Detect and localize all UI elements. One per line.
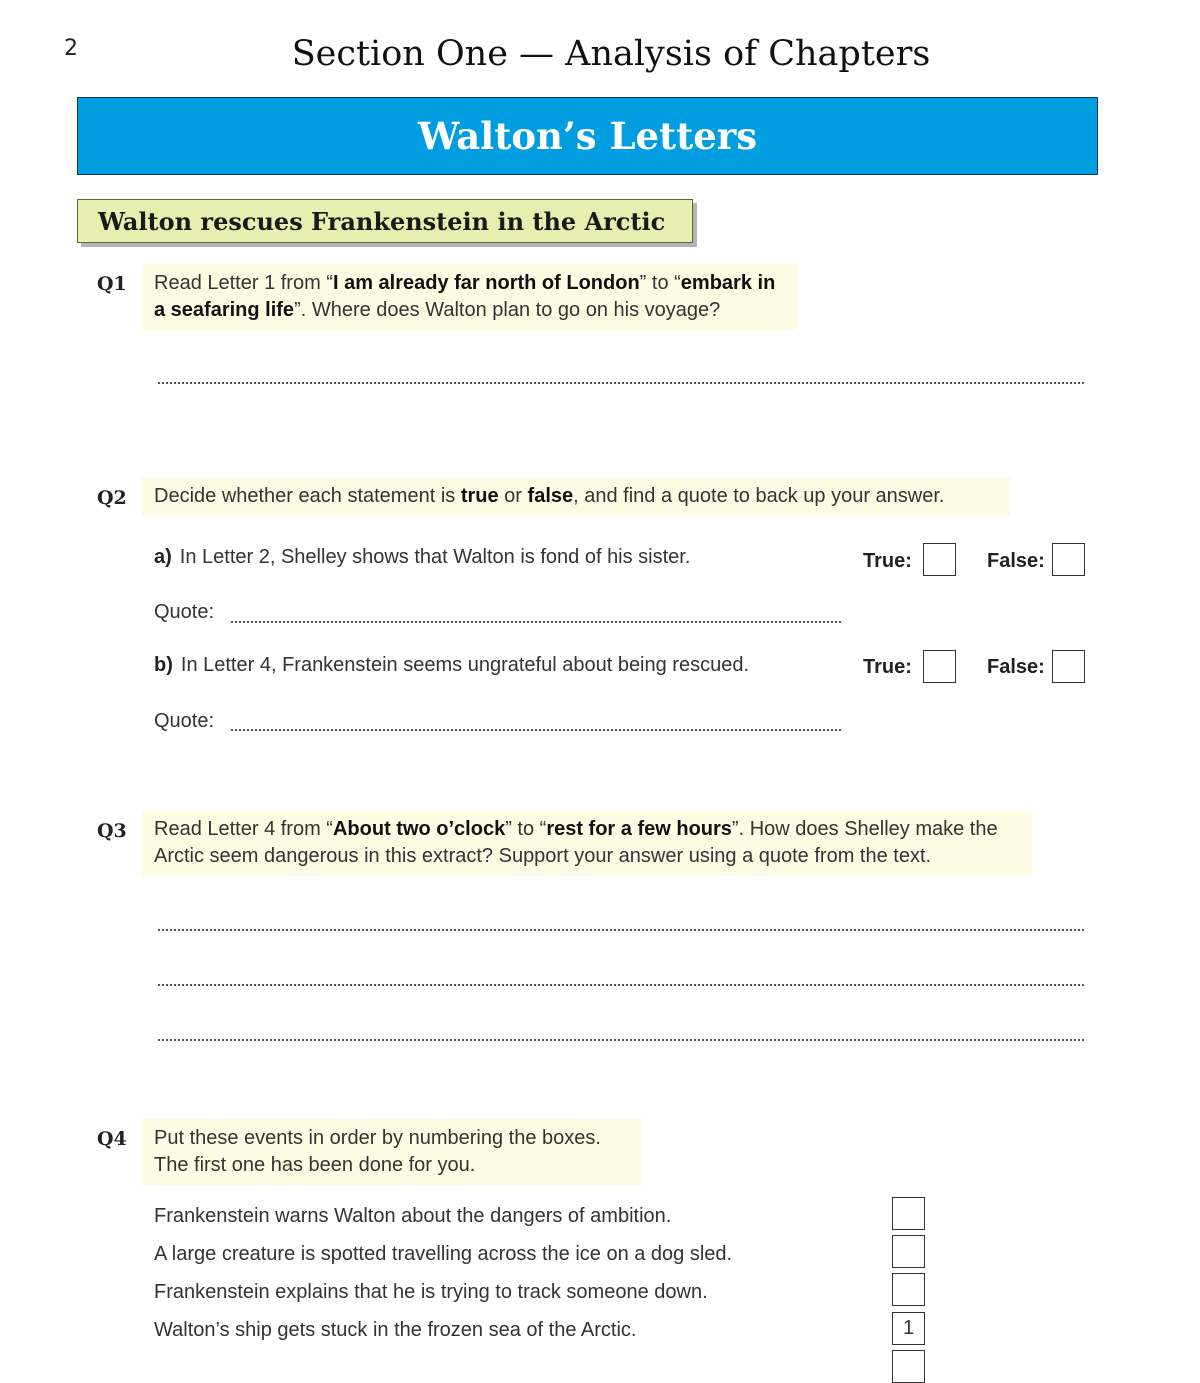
q2a-false-checkbox[interactable] <box>1052 543 1085 576</box>
q2a-label: a) <box>154 546 172 568</box>
q2-true-word: true <box>460 485 499 507</box>
q3-text-1: Read Letter 4 from “ <box>154 818 333 840</box>
q4-order-box-5[interactable] <box>892 1350 925 1383</box>
q2-false-word: false <box>527 485 574 507</box>
q2-text-1: Decide whether each statement is <box>154 485 461 507</box>
q1-prompt <box>142 264 798 330</box>
topic-heading <box>77 199 693 243</box>
q2a-text: In Letter 2, Shelley shows that Walton is fond of his sister. <box>179 546 691 568</box>
q2a-true-label: True: <box>863 550 912 572</box>
q4-order-box-1[interactable] <box>892 1197 925 1230</box>
q2b-text: In Letter 4, Frankenstein seems ungrateful about being rescued. <box>180 654 750 676</box>
q1-quote-start: I am already far north of London <box>332 272 640 294</box>
q3-quote-start: About two o’clock <box>332 818 506 840</box>
q3-text-3: ”. How does Shelley make the Arctic seem dangerous in this extract? Support your answer using a quote from the text. <box>154 818 998 867</box>
q4-line-2: The first one has been done for you. <box>154 1154 476 1176</box>
chapter-title: Walton’s Letters <box>417 114 758 158</box>
q4-order-box-3[interactable] <box>892 1273 925 1306</box>
q2b-statement <box>154 654 749 677</box>
topic-title: Walton rescues Frankenstein in the Arctic <box>98 206 666 236</box>
q2-prompt <box>142 477 1010 516</box>
q1-text-1: Read Letter 1 from “ <box>154 272 333 294</box>
q2b-false-label: False: <box>987 656 1045 678</box>
q2b-label: b) <box>154 654 173 676</box>
q2b-quote-line[interactable] <box>231 729 841 731</box>
q3-quote-end: rest for a few hours <box>546 818 732 840</box>
q2b-true-label: True: <box>863 656 912 678</box>
q3-answer-line-2[interactable] <box>158 984 1084 986</box>
q2b-false-checkbox[interactable] <box>1052 650 1085 683</box>
q2a-true-checkbox[interactable] <box>923 543 956 576</box>
q2b-true-checkbox[interactable] <box>923 650 956 683</box>
q4-event-4: Walton’s ship gets stuck in the frozen sea of the Arctic. <box>154 1319 637 1341</box>
q4-event-3: Frankenstein explains that he is trying to track someone down. <box>154 1281 708 1303</box>
q3-number: Q3 <box>97 820 127 842</box>
q4-order-box-4[interactable]: 1 <box>892 1312 925 1345</box>
q4-number: Q4 <box>97 1128 127 1150</box>
q1-text-2: ” to “ <box>639 272 681 294</box>
page-number: 2 <box>64 36 78 61</box>
q2-text-2: or <box>498 485 528 507</box>
q1-number: Q1 <box>97 273 127 295</box>
q2-text-3: , and find a quote to back up your answer. <box>573 485 945 507</box>
q2b-quote-label: Quote: <box>154 710 215 732</box>
q1-quote-end: embark in a seafaring life <box>154 272 776 321</box>
q3-answer-line-1[interactable] <box>158 929 1084 931</box>
q1-answer-line[interactable] <box>158 382 1084 384</box>
q4-prompt <box>142 1119 642 1185</box>
q3-answer-line-3[interactable] <box>158 1039 1084 1041</box>
q2a-quote-label: Quote: <box>154 601 215 623</box>
q2a-false-label: False: <box>987 550 1045 572</box>
q1-text-3: ”. Where does Walton plan to go on his voyage? <box>294 299 721 321</box>
q2a-statement <box>154 546 690 569</box>
q4-event-1: Frankenstein warns Walton about the dangers of ambition. <box>154 1205 672 1227</box>
q3-text-2: ” to “ <box>505 818 547 840</box>
section-title: Section One — Analysis of Chapters <box>291 34 931 74</box>
q4-line-1: Put these events in order by numbering the boxes. <box>154 1127 601 1149</box>
chapter-banner <box>77 97 1098 175</box>
q3-prompt <box>142 810 1032 876</box>
q2a-quote-line[interactable] <box>231 621 841 623</box>
q4-order-box-2[interactable] <box>892 1235 925 1268</box>
q4-event-2: A large creature is spotted travelling across the ice on a dog sled. <box>154 1243 733 1265</box>
q2-number: Q2 <box>97 487 127 509</box>
